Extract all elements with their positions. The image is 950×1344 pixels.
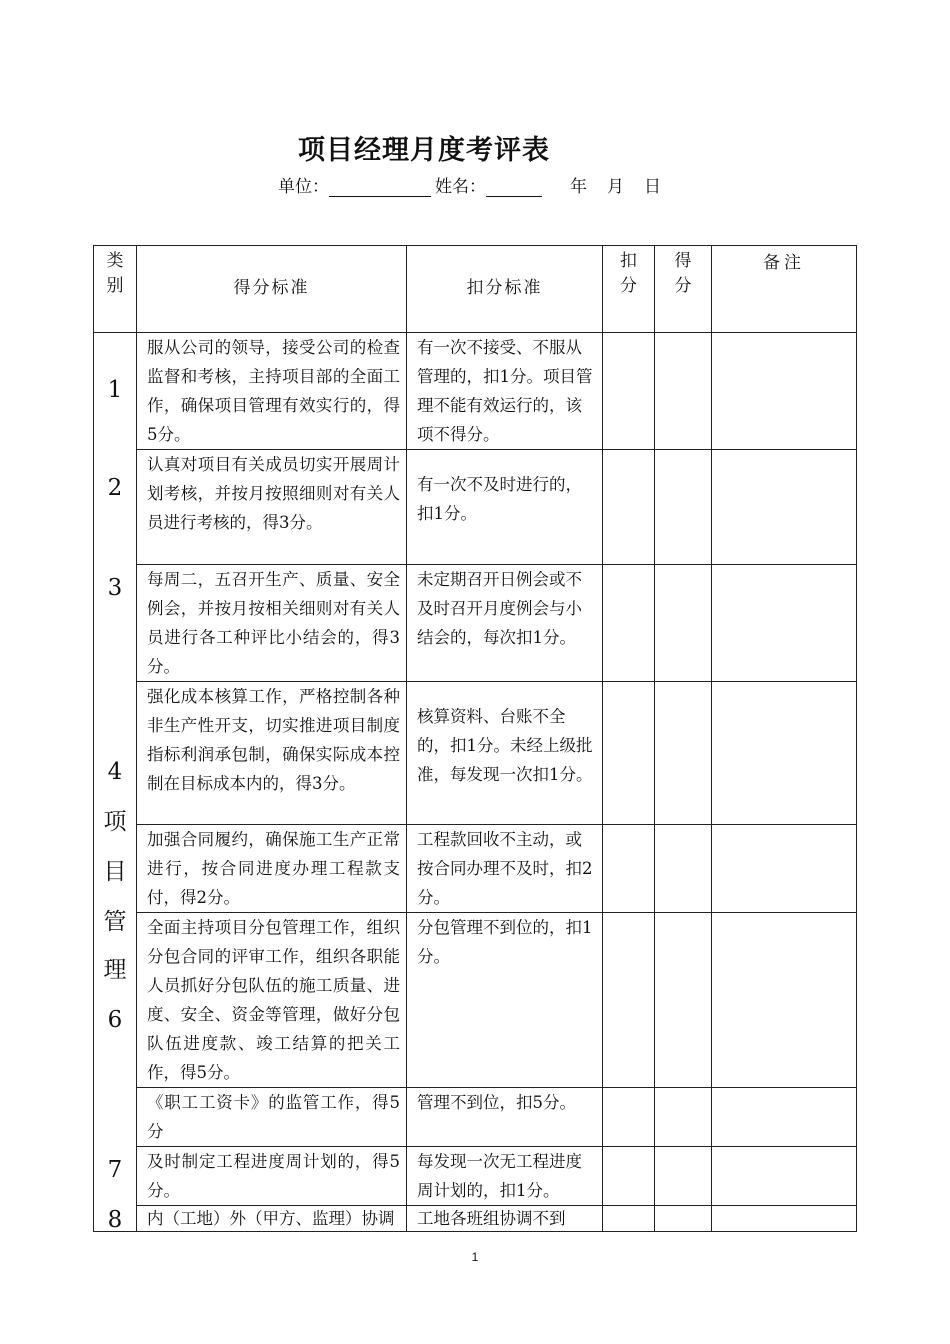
deduction-cell: 有一次不及时进行的，扣1分。 [407, 450, 603, 565]
score-cell[interactable] [655, 1147, 712, 1206]
deduct-points-cell[interactable] [603, 1147, 655, 1206]
criteria-cell: 服从公司的领导，接受公司的检查监督和考核，主持项目部的全面工作，确保项目管理有效实行的，得5分。 [137, 333, 407, 450]
score-cell[interactable] [655, 1206, 712, 1232]
category-number: 6 [107, 1007, 123, 1033]
category-number: 4 [107, 759, 123, 785]
unit-blank-field[interactable] [329, 178, 431, 197]
table-row [94, 565, 857, 682]
score-cell[interactable] [655, 825, 712, 913]
score-cell[interactable] [655, 450, 712, 565]
name-blank-field[interactable] [486, 178, 542, 197]
month-label: 月 [607, 177, 624, 197]
table-header-row [94, 246, 857, 333]
table-row [94, 1147, 857, 1206]
category-number: 1 [107, 377, 123, 403]
criteria-cell: 及时制定工程进度周计划的，得5分。 [137, 1147, 407, 1206]
category-number: 8 [107, 1207, 123, 1233]
header-category: 类别 [94, 246, 137, 333]
header-criteria: 得分标准 [137, 246, 407, 333]
deduct-points-cell[interactable] [603, 1088, 655, 1147]
deduction-cell: 分包管理不到位的，扣1分。 [407, 913, 603, 1088]
header-line [278, 172, 681, 197]
deduction-cell: 未定期召开日例会或不及时召开月度例会与小结会的，每次扣1分。 [407, 565, 603, 682]
deduct-points-cell[interactable] [603, 913, 655, 1088]
name-label: 姓名： [435, 177, 486, 197]
criteria-cell: 强化成本核算工作，严格控制各种非生产性开支，切实推进项目制度指标利润承包制，确保实际成本控制在目标成本内的，得3分。 [137, 682, 407, 825]
deduction-cell: 每发现一次无工程进度周计划的，扣1分。 [407, 1147, 603, 1206]
category-number: 3 [107, 575, 123, 601]
table-row [94, 450, 857, 565]
table-row [94, 825, 857, 913]
score-cell[interactable] [655, 1088, 712, 1147]
header-score: 得分 [655, 246, 712, 333]
criteria-cell: 内（工地）外（甲方、监理）协调 [137, 1206, 407, 1232]
header-deduction: 扣分标准 [407, 246, 603, 333]
score-cell[interactable] [655, 333, 712, 450]
page-title: 项目经理月度考评表 [298, 135, 550, 166]
score-cell[interactable] [655, 565, 712, 682]
category-char: 目 [103, 859, 127, 885]
deduct-points-cell[interactable] [603, 682, 655, 825]
header-remarks: 备注 [712, 246, 857, 333]
header-deduct-points: 扣分 [603, 246, 655, 333]
table-row [94, 913, 857, 1088]
score-cell[interactable] [655, 682, 712, 825]
remarks-cell[interactable] [712, 1088, 857, 1147]
deduction-cell: 核算资料、台账不全的，扣1分。未经上级批准，每发现一次扣1分。 [407, 682, 603, 825]
category-char: 管 [103, 909, 127, 935]
table-row [94, 1088, 857, 1147]
deduction-cell: 工程款回收不主动，或按合同办理不及时，扣2分。 [407, 825, 603, 913]
deduct-points-cell[interactable] [603, 450, 655, 565]
page-number: 1 [471, 1250, 479, 1264]
remarks-cell[interactable] [712, 825, 857, 913]
deduct-points-cell[interactable] [603, 825, 655, 913]
score-cell[interactable] [655, 913, 712, 1088]
remarks-cell[interactable] [712, 333, 857, 450]
criteria-cell: 加强合同履约，确保施工生产正常进行，按合同进度办理工程款支付，得2分。 [137, 825, 407, 913]
deduct-points-cell[interactable] [603, 1206, 655, 1232]
criteria-cell: 每周二，五召开生产、质量、安全例会，并按月按相关细则对有关人员进行各工种评比小结会的，得3分。 [137, 565, 407, 682]
category-char: 理 [103, 957, 127, 983]
date-line [570, 172, 681, 197]
table-row [94, 682, 857, 825]
remarks-cell[interactable] [712, 565, 857, 682]
criteria-cell: 《职工工资卡》的监管工作，得5分 [137, 1088, 407, 1147]
remarks-cell[interactable] [712, 450, 857, 565]
remarks-cell[interactable] [712, 1147, 857, 1206]
table-row [94, 1206, 857, 1232]
deduction-cell: 有一次不接受、不服从管理的，扣1分。项目管理不能有效运行的，该项不得分。 [407, 333, 603, 450]
deduction-cell: 管理不到位，扣5分。 [407, 1088, 603, 1147]
criteria-cell: 认真对项目有关成员切实开展周计划考核，并按月按照细则对有关人员进行考核的，得3分。 [137, 450, 407, 565]
table-row [94, 333, 857, 450]
unit-label: 单位： [278, 177, 329, 197]
category-number: 2 [107, 475, 123, 501]
deduct-points-cell[interactable] [603, 565, 655, 682]
category-char: 项 [103, 809, 127, 835]
category-column [94, 333, 137, 1232]
criteria-cell: 全面主持项目分包管理工作，组织分包合同的评审工作，组织各职能人员抓好分包队伍的施工质量、进度、安全、资金等管理，做好分包队伍进度款、竣工结算的把关工作，得5分。 [137, 913, 407, 1088]
evaluation-table [93, 245, 857, 1232]
deduction-cell: 工地各班组协调不到 [407, 1206, 603, 1232]
remarks-cell[interactable] [712, 1206, 857, 1232]
year-label: 年 [570, 177, 587, 197]
day-label: 日 [644, 177, 661, 197]
remarks-cell[interactable] [712, 913, 857, 1088]
remarks-cell[interactable] [712, 682, 857, 825]
deduct-points-cell[interactable] [603, 333, 655, 450]
category-number: 7 [107, 1157, 123, 1183]
